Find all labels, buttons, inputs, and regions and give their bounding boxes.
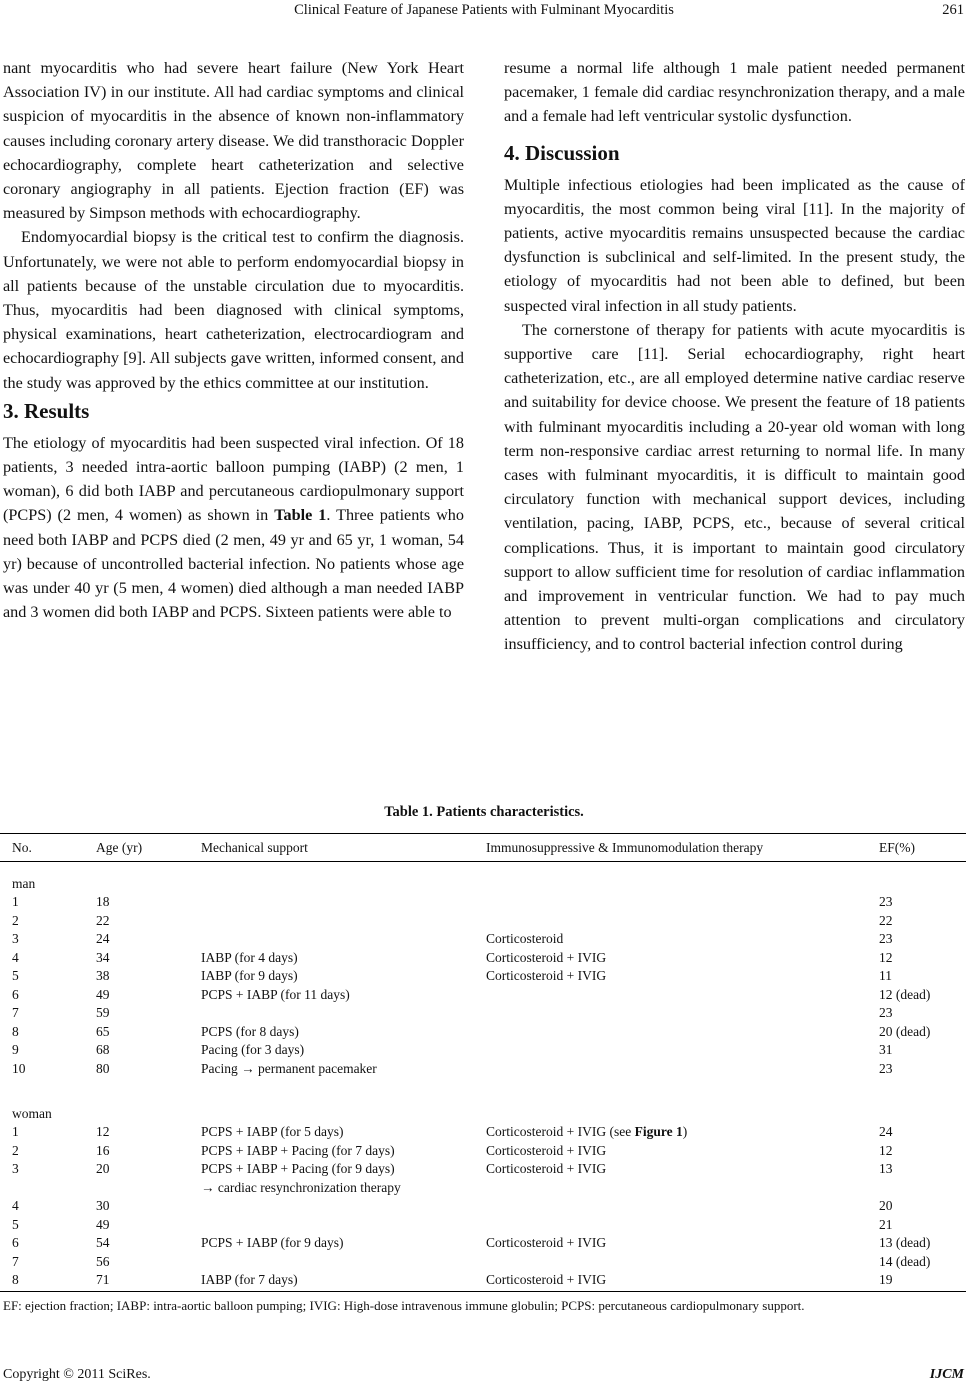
cell-age: 30 [96, 1198, 110, 1213]
cell-no: 3 [12, 1161, 19, 1176]
cell-no: 1 [12, 1124, 19, 1139]
cell-ef: 19 [879, 1272, 893, 1287]
cell-ef: 13 [879, 1161, 893, 1176]
table-row [0, 1271, 966, 1289]
col-header-no: No. [12, 840, 32, 855]
cell-no: 4 [12, 949, 19, 965]
table-row [0, 1041, 966, 1059]
table-row [0, 949, 966, 967]
cell-ef: 12 [879, 949, 893, 965]
figure-1-reference[interactable]: Figure 1 [634, 1124, 683, 1139]
table-caption: Table 1. Patients characteristics. [384, 804, 584, 820]
cell-no: 6 [12, 1235, 19, 1250]
table-row-continuation [0, 1179, 966, 1197]
cell-ef: 13 (dead) [879, 1235, 931, 1250]
cell-no: 2 [12, 1142, 19, 1158]
cell-mechanical-support: Pacing → permanent pacemaker [201, 1060, 377, 1076]
cell-mechanical-support: PCPS + IABP + Pacing (for 7 days) [201, 1142, 395, 1158]
col-header-age: Age (yr) [96, 840, 143, 855]
table-row [0, 1234, 966, 1252]
cell-no: 8 [12, 1272, 19, 1287]
cell-age: 22 [96, 912, 110, 928]
paragraph-etiology: Multiple infectious etiologies had been implicated as the cause of myocarditis, the most common being viral [11]. In the majority of patients, active myocarditis remains unsuspected because the cardiac dysfunction is subclinical and self-limited. In the present study, the etiology of myocarditis had not been able to defined, but been suspected viral infection in all study patients. [504, 175, 965, 315]
cell-ef: 12 (dead) [879, 986, 931, 1002]
group-label-woman [0, 1105, 966, 1123]
cell-age: 49 [96, 1216, 110, 1232]
cell-age: 71 [96, 1272, 110, 1287]
cell-age: 16 [96, 1142, 110, 1158]
cell-ef: 22 [879, 912, 893, 928]
table-row [0, 1160, 966, 1178]
cell-therapy: Corticosteroid [486, 931, 564, 946]
results-text-a: The etiology of myocarditis had been suspected viral infection. Of 18 patients, 3 needed intra-aortic balloon pumping (IABP) (2 men, 1 woman), 6 did both IABP and percutaneous cardiopulmonary support (PCPS) (2 men, 4 women) as shown in [3, 433, 464, 525]
cell-ef: 12 [879, 1142, 893, 1158]
paragraph-biopsy: Endomyocardial biopsy is the critical test to confirm the diagnosis. Unfortunately, we were not able to perform endomyocardial biopsy in all patients because of the unstable circulation due to myocarditis. Thus, myocarditis had been diagnosed with clinical symptoms, physical examinations, heart catheterization, electrocardiogram and echocardiography [9]. All subjects gave written, informed consent, and the study was approved by the ethics committee at our institution. [3, 228, 464, 392]
cell-therapy: Corticosteroid + IVIG [486, 1161, 607, 1176]
cell-ef: 23 [879, 894, 893, 909]
closing-paren: ) [682, 1124, 688, 1139]
cell-therapy: Corticosteroid + IVIG [486, 949, 607, 965]
cell-ef: 23 [879, 931, 893, 946]
table-row [0, 1060, 966, 1078]
cell-mechanical-support: PCPS + IABP (for 9 days) [201, 1235, 344, 1250]
cell-no: 7 [12, 1005, 19, 1020]
cell-no: 10 [12, 1060, 26, 1076]
cell-therapy: Corticosteroid + IVIG [486, 1142, 607, 1158]
cell-ef: 23 [879, 1005, 893, 1020]
cell-therapy: Corticosteroid + IVIG [486, 1272, 607, 1287]
page-header [0, 0, 968, 22]
cell-ef: 11 [879, 968, 892, 983]
col-header-therapy: Immunosuppressive & Immunomodulation therapy [486, 840, 764, 855]
cell-mechanical-support: PCPS (for 8 days) [201, 1023, 299, 1039]
cell-mechanical-support: IABP (for 7 days) [201, 1272, 298, 1287]
col-header-mechanical-support: Mechanical support [201, 840, 308, 855]
cell-age: 18 [96, 894, 110, 909]
group-label: man [12, 876, 36, 891]
cell-ef: 20 (dead) [879, 1023, 931, 1039]
table-row [0, 1253, 966, 1271]
heading-results: 3. Results [3, 398, 90, 423]
cell-age: 56 [96, 1253, 110, 1269]
copyright: Copyright © 2011 SciRes. [3, 1367, 151, 1382]
left-column [3, 56, 464, 624]
therapy-text: Corticosteroid + IVIG (see [486, 1124, 635, 1139]
cell-no: 2 [12, 912, 19, 928]
cell-age: 12 [96, 1124, 110, 1139]
results-text-b: . Three patients who need both IABP and PCPS died (2 men, 49 yr and 65 yr, 1 woman, 54 yr) because of uncontrolled bacterial infection. No patients whose age was under 40 yr (5 men, 4 women) died although a man needed IABP and 3 women did both IABP and PCPS. Sixteen patients were able to [3, 506, 464, 622]
col-header-ef: EF(%) [879, 840, 915, 855]
cell-no: 3 [12, 931, 19, 946]
group-label: woman [12, 1106, 52, 1121]
table-row [0, 1216, 966, 1234]
journal-abbrev: IJCM [929, 1367, 964, 1382]
heading-discussion: 4. Discussion [504, 140, 620, 165]
table-row [0, 986, 966, 1004]
table-footnote: EF: ejection fraction; IABP: intra-aortic balloon pumping; IVIG: High-dose intravenous immune globulin; PCPS: percutaneous cardiopulmonary support. [3, 1298, 805, 1313]
cell-mechanical-support: PCPS + IABP + Pacing (for 9 days) [201, 1161, 395, 1176]
paragraph-results [3, 431, 464, 625]
table-row [0, 912, 966, 930]
cell-mechanical-support-continuation: → cardiac resynchronization therapy [201, 1179, 401, 1195]
cell-age: 38 [96, 968, 110, 983]
paragraph-methods-end: nant myocarditis who had severe heart failure (New York Heart Association IV) in our institute. All had cardiac symptoms and clinical suspicion of myocarditis in the absence of known non-inflammatory causes including coronary artery disease. We did transthoracic Doppler echocardiography, complete heart catheterization and selective coronary angiography in all patients. Ejection fraction (EF) was measured by Simpson methods with echocardiography. [3, 59, 464, 223]
cell-age: 65 [96, 1023, 110, 1039]
paragraph-therapy: The cornerstone of therapy for patients with acute myocarditis is supportive care [11]. Serial echocardiography, right heart catheterization, etc., are all employed determine native cardiac reserve and suitability for device choose. We present the feature of 18 patients with fulminant myocarditis including a 20-year old woman with long term non-responsive cardiac arrest returning to normal life. In many cases with fulminant myocarditis, it is difficult to maintain good circulatory function with mechanical support devices, including ventilation, pacing, IABP, PCPS, etc., because of several critical complications. Thus, it is important to maintain good circulatory support to allow sufficient time for resolution of cardiac inflammation and improvement in ventricular function. We had to pay much attention to prevent multi-organ complications and circulatory insufficiency, and to control bacterial infection control during [504, 320, 965, 654]
table-row [0, 1142, 966, 1160]
table-header-rule [0, 861, 966, 862]
cell-ef: 31 [879, 1042, 893, 1057]
cell-no: 1 [12, 894, 19, 909]
cell-age: 34 [96, 949, 110, 965]
group-label-man [0, 875, 966, 893]
table-bottom-rule [0, 1291, 966, 1292]
cell-therapy: Corticosteroid + IVIG [486, 1235, 607, 1250]
cell-age: 80 [96, 1060, 110, 1076]
cell-mechanical-support: PCPS + IABP (for 5 days) [201, 1124, 344, 1139]
cell-ef: 24 [879, 1124, 893, 1139]
right-column [504, 56, 965, 657]
cell-mechanical-support: IABP (for 4 days) [201, 949, 298, 965]
paragraph-results-end: resume a normal life although 1 male patient needed permanent pacemaker, 1 female did cardiac resynchronization therapy, and a male and a female had left ventricular systolic dysfunction. [504, 59, 965, 126]
running-title: Clinical Feature of Japanese Patients with Fulminant Myocarditis [294, 2, 674, 18]
table-top-rule [0, 833, 966, 834]
cell-mechanical-support: Pacing (for 3 days) [201, 1042, 305, 1057]
cell-age: 54 [96, 1235, 110, 1250]
table-row [0, 1197, 966, 1215]
page-number: 261 [942, 2, 964, 18]
table-row [0, 893, 966, 911]
table-row [0, 1004, 966, 1022]
table-1-reference[interactable]: Table 1 [274, 506, 327, 525]
cell-no: 8 [12, 1023, 19, 1039]
cell-no: 4 [12, 1198, 19, 1213]
cell-age: 20 [96, 1161, 110, 1176]
cell-no: 5 [12, 968, 19, 983]
cell-mechanical-support: IABP (for 9 days) [201, 968, 298, 983]
cell-therapy [486, 1123, 687, 1141]
cell-age: 68 [96, 1042, 110, 1057]
cell-age: 59 [96, 1005, 110, 1020]
cell-age: 24 [96, 931, 110, 946]
table-header-row [0, 839, 966, 857]
cell-ef: 20 [879, 1198, 893, 1213]
table-row [0, 1023, 966, 1041]
cell-ef: 21 [879, 1216, 893, 1232]
cell-therapy: Corticosteroid + IVIG [486, 968, 607, 983]
cell-age: 49 [96, 986, 110, 1002]
cell-no: 6 [12, 986, 19, 1002]
cell-no: 7 [12, 1253, 19, 1269]
table-row [0, 930, 966, 948]
table-row [0, 1123, 966, 1141]
cell-no: 5 [12, 1216, 19, 1232]
cell-mechanical-support: PCPS + IABP (for 11 days) [201, 986, 350, 1002]
cell-ef: 23 [879, 1060, 893, 1076]
table-row [0, 967, 966, 985]
cell-no: 9 [12, 1042, 19, 1057]
cell-ef: 14 (dead) [879, 1253, 931, 1269]
